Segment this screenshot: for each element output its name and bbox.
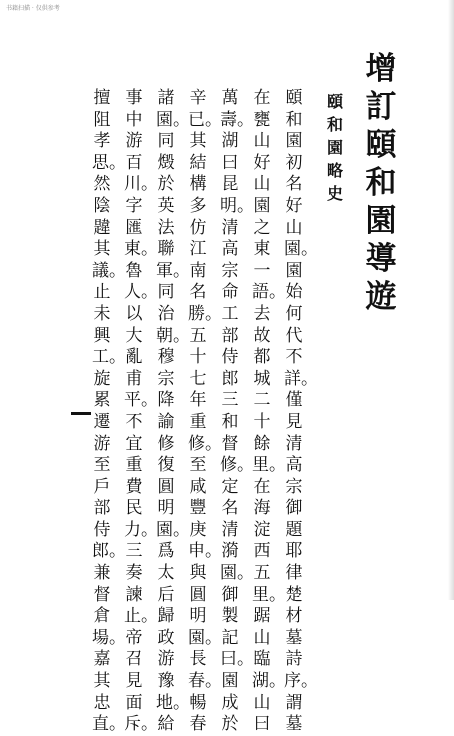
text-column-3: 萬壽。湖曰昆明。清高宗命工部侍郎三和督修。定名清漪園。御製記曰。園成於 <box>220 88 254 735</box>
scan-watermark: 书籍扫描 · 仅供参考 <box>6 5 60 12</box>
section-title: 頤和園略史 <box>326 92 343 203</box>
text-column-4: 辛已。其結構多仿江南名勝。五十七年重修。至咸豐庚申。與圓明園。長春。暢春 <box>188 88 222 735</box>
text-column-5: 諸園。同燬於英法聯軍。同治朝。穆宗降諭修復圓明園。爲太后歸政游豫地。給 <box>156 88 190 735</box>
text-column-1: 頤和園初名好山園。園始何代不詳。僅見清高宗御題耶律楚材墓詩序。謂墓 <box>284 88 318 735</box>
book-title: 增訂頤和園導遊 <box>365 51 397 315</box>
text-column-2: 在甕山好山園之東一語。去故都城二十餘里。在海淀西五里。踞山臨湖。山曰 <box>252 88 286 735</box>
page-number <box>71 412 91 415</box>
page-edge-shadow <box>448 0 454 600</box>
text-column-6: 事中游百川。字匯東。魯人。以大亂甫平。不宜重費民力。三奏諫止。帝召見面斥。 <box>124 88 158 735</box>
text-column-7: 擅阻孝思。然陰韙其議。止未興工。旋累遷游至戶部侍郎。兼督倉場。嘉其忠直。 <box>92 88 126 735</box>
